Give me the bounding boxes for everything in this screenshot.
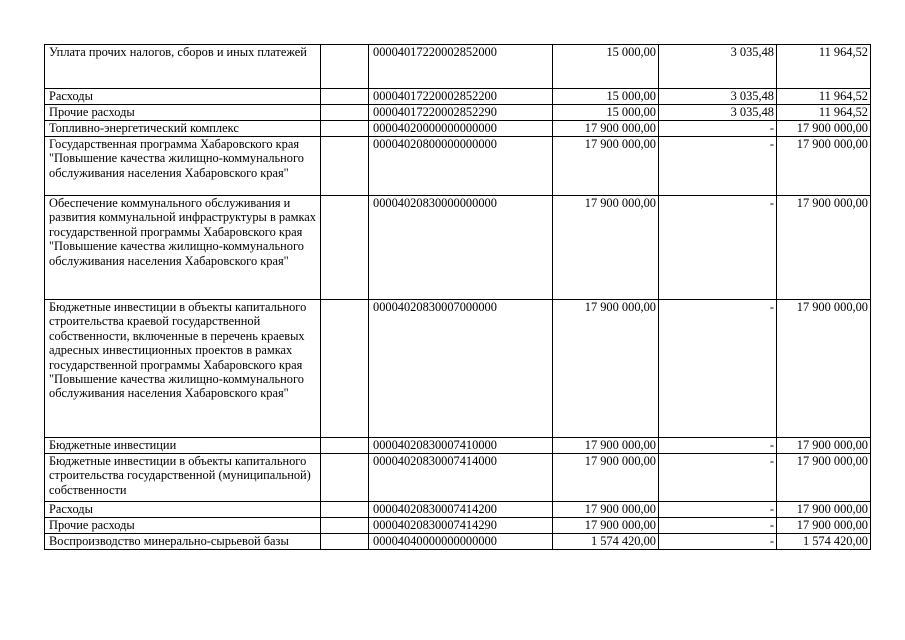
table-body [45,45,871,550]
budget-report-page [44,44,870,550]
row-executed-cell: - [659,196,777,300]
row-name-cell: Расходы [45,502,321,518]
row-remaining-cell: 11 964,52 [777,105,871,121]
row-code-cell: 00004020830007410000 [369,438,553,454]
row-code-cell: 00004020000000000000 [369,121,553,137]
table-row [45,438,871,454]
row-name-cell: Топливно-энергетический комплекс [45,121,321,137]
table-row [45,454,871,502]
row-executed-cell: - [659,121,777,137]
row-executed-cell: - [659,300,777,438]
row-amount-cell: 17 900 000,00 [553,518,659,534]
table-row [45,518,871,534]
row-remaining-cell: 17 900 000,00 [777,518,871,534]
row-code-cell: 00004017220002852290 [369,105,553,121]
row-spacer-cell [321,89,369,105]
row-code-cell: 00004017220002852000 [369,45,553,89]
row-code-cell: 00004017220002852200 [369,89,553,105]
row-name-cell: Уплата прочих налогов, сборов и иных платежей [45,45,321,89]
row-code-cell: 00004040000000000000 [369,534,553,550]
row-remaining-cell: 17 900 000,00 [777,502,871,518]
row-name-cell: Прочие расходы [45,105,321,121]
row-amount-cell: 17 900 000,00 [553,502,659,518]
row-spacer-cell [321,502,369,518]
row-executed-cell: - [659,518,777,534]
table-row [45,89,871,105]
row-amount-cell: 15 000,00 [553,45,659,89]
row-spacer-cell [321,196,369,300]
row-spacer-cell [321,438,369,454]
row-code-cell: 00004020830007414290 [369,518,553,534]
row-name-cell: Воспроизводство минерально-сырьевой базы [45,534,321,550]
row-amount-cell: 17 900 000,00 [553,137,659,196]
row-remaining-cell: 17 900 000,00 [777,438,871,454]
row-code-cell: 00004020830007000000 [369,300,553,438]
row-remaining-cell: 17 900 000,00 [777,300,871,438]
row-remaining-cell: 17 900 000,00 [777,121,871,137]
row-amount-cell: 15 000,00 [553,89,659,105]
row-spacer-cell [321,121,369,137]
table-row [45,300,871,438]
table-row [45,196,871,300]
row-spacer-cell [321,300,369,438]
table-row [45,137,871,196]
row-amount-cell: 17 900 000,00 [553,121,659,137]
row-name-cell: Прочие расходы [45,518,321,534]
row-remaining-cell: 17 900 000,00 [777,454,871,502]
row-amount-cell: 17 900 000,00 [553,300,659,438]
row-amount-cell: 1 574 420,00 [553,534,659,550]
table-row [45,534,871,550]
row-code-cell: 00004020830007414000 [369,454,553,502]
row-spacer-cell [321,454,369,502]
row-name-cell: Бюджетные инвестиции в объекты капитального строительства государственной (муниципальной) собственности [45,454,321,502]
table-row [45,502,871,518]
row-code-cell: 00004020800000000000 [369,137,553,196]
row-amount-cell: 17 900 000,00 [553,196,659,300]
row-spacer-cell [321,534,369,550]
row-amount-cell: 17 900 000,00 [553,454,659,502]
row-code-cell: 00004020830007414200 [369,502,553,518]
row-spacer-cell [321,518,369,534]
row-executed-cell: - [659,454,777,502]
row-executed-cell: 3 035,48 [659,105,777,121]
row-executed-cell: - [659,534,777,550]
row-remaining-cell: 17 900 000,00 [777,137,871,196]
row-spacer-cell [321,137,369,196]
row-name-cell: Бюджетные инвестиции [45,438,321,454]
row-executed-cell: - [659,502,777,518]
row-spacer-cell [321,105,369,121]
row-name-cell: Обеспечение коммунального обслуживания и развития коммунальной инфраструктуры в рамках государственной программы Хабаровского края "Повышение качества жилищно-коммунального обслуживания населения Хабаровского края" [45,196,321,300]
row-remaining-cell: 11 964,52 [777,45,871,89]
row-name-cell: Государственная программа Хабаровского края "Повышение качества жилищно-коммунального обслуживания населения Хабаровского края" [45,137,321,196]
row-remaining-cell: 17 900 000,00 [777,196,871,300]
budget-execution-table [44,44,871,550]
table-row [45,121,871,137]
row-executed-cell: 3 035,48 [659,45,777,89]
row-spacer-cell [321,45,369,89]
row-executed-cell: - [659,438,777,454]
row-remaining-cell: 11 964,52 [777,89,871,105]
row-remaining-cell: 1 574 420,00 [777,534,871,550]
row-executed-cell: 3 035,48 [659,89,777,105]
row-name-cell: Расходы [45,89,321,105]
table-row [45,45,871,89]
table-row [45,105,871,121]
row-code-cell: 00004020830000000000 [369,196,553,300]
row-amount-cell: 15 000,00 [553,105,659,121]
row-amount-cell: 17 900 000,00 [553,438,659,454]
row-name-cell: Бюджетные инвестиции в объекты капитального строительства краевой государственной собственности, включенные в перечень краевых адресных инвестиционных проектов в рамках государственной программы Хабаровского края "Повышение качества жилищно-коммунального обслуживания населения Хабаровского края" [45,300,321,438]
row-executed-cell: - [659,137,777,196]
